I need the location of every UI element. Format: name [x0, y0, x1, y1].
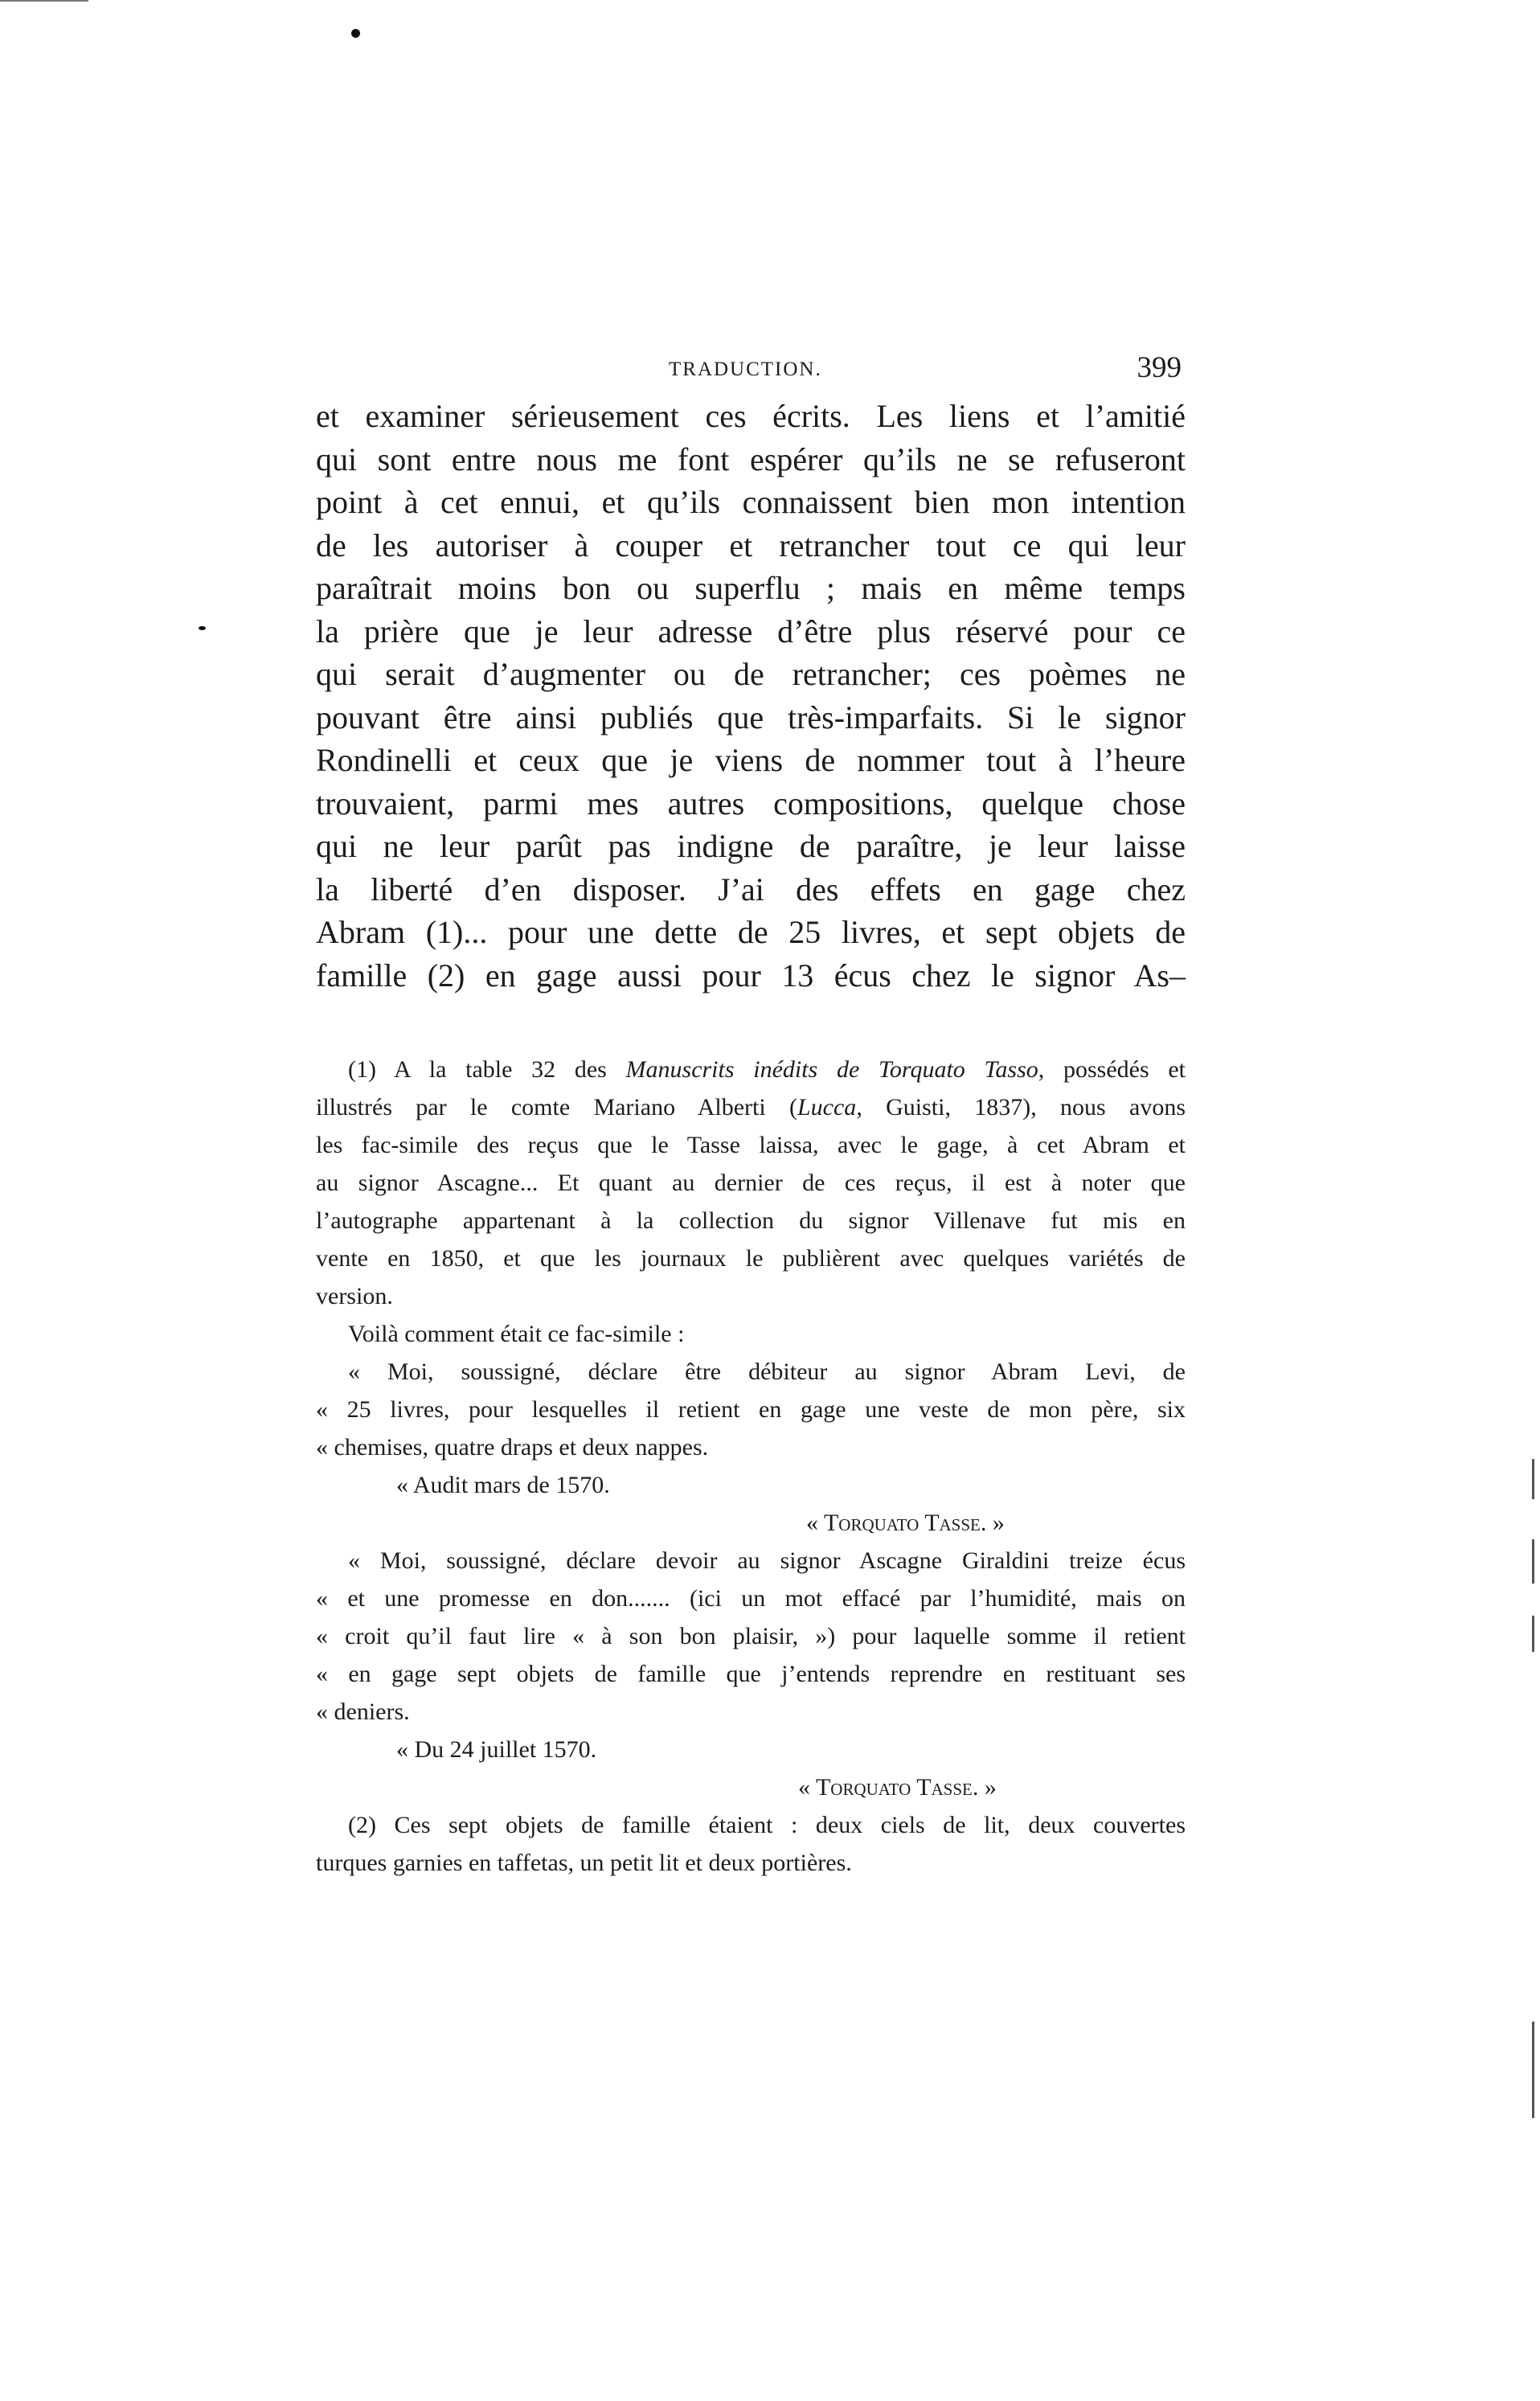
text-line: qui ne leur parût pas indigne de paraître, je leur laisse	[316, 828, 1186, 864]
scan-edge-mark	[1532, 1459, 1534, 1499]
receipt-2-line: « deniers.	[316, 1698, 410, 1725]
text-line: Abram (1)... pour une dette de 25 livres, et sept objets de	[316, 914, 1186, 950]
receipt-2-line: « croit qu’il faut lire « à son bon plaisir, ») pour laquelle somme il retient	[316, 1623, 1186, 1649]
scan-edge-mark	[1532, 2022, 1534, 2118]
text-line: et examiner sérieusement ces écrits. Les liens et l’amitié	[316, 398, 1186, 434]
footnote-1-line: au signor Ascagne... Et quant au dernier de ces reçus, il est à noter que	[316, 1170, 1186, 1196]
footnote-1-line: (1) A la table 32 des Manuscrits inédits de Torquato Tasso, possédés et	[348, 1056, 1186, 1083]
footnote-1-line: les fac-simile des reçus que le Tasse laissa, avec le gage, à cet Abram et	[316, 1132, 1186, 1158]
text-line: Rondinelli et ceux que je viens de nommer tout à l’heure	[316, 742, 1186, 778]
page-header	[313, 350, 1182, 399]
receipt-1-signature: « Torquato Tasse. »	[806, 1510, 1005, 1536]
text-line: famille (2) en gage aussi pour 13 écus chez le signor As–	[316, 957, 1186, 994]
receipt-2-date: « Du 24 juillet 1570.	[396, 1736, 597, 1763]
footnote-2-line: (2) Ces sept objets de famille étaient : deux ciels de lit, deux couvertes	[348, 1812, 1186, 1838]
receipt-2-line: « Moi, soussigné, déclare devoir au signor Ascagne Giraldini treize écus	[348, 1547, 1186, 1574]
receipt-1-date: « Audit mars de 1570.	[396, 1472, 610, 1498]
scan-edge-mark	[1532, 1616, 1534, 1652]
footnote-2-line: turques garnies en taffetas, un petit lit et deux portières.	[316, 1850, 852, 1876]
text-line: pouvant être ainsi publiés que très-imparfaits. Si le signor	[316, 699, 1186, 735]
ink-speck	[199, 626, 206, 630]
text-line: de les autoriser à couper et retrancher tout ce qui leur	[316, 526, 1186, 563]
footnote-1-line: version.	[316, 1283, 393, 1309]
ink-speck	[351, 29, 360, 38]
scan-corner-line	[0, 0, 88, 2]
page-number: 399	[1137, 351, 1182, 384]
footnote-1-line: illustrés par le comte Mariano Alberti (Lucca, Guisti, 1837), nous avons	[316, 1094, 1186, 1121]
receipt-2-line: « et une promesse en don....... (ici un mot effacé par l’humidité, mais on	[316, 1585, 1186, 1612]
receipt-2-signature: « Torquato Tasse. »	[798, 1774, 997, 1801]
receipt-2-line: « en gage sept objets de famille que j’entends reprendre en restituant ses	[316, 1661, 1186, 1687]
running-title: TRADUCTION.	[669, 359, 822, 380]
scan-edge-mark	[1532, 1539, 1534, 1584]
text-line: qui sont entre nous me font espérer qu’ils ne se refuseront	[316, 440, 1186, 477]
facsimile-intro: Voilà comment était ce fac-simile :	[348, 1321, 685, 1347]
text-line: la prière que je leur adresse d’être plus réservé pour ce	[316, 613, 1186, 649]
footnote-1-line: l’autographe appartenant à la collection du signor Villenave fut mis en	[316, 1207, 1186, 1234]
text-line: paraîtrait moins bon ou superflu ; mais en même temps	[316, 570, 1186, 606]
footnotes	[316, 1051, 1186, 1882]
text-line: la liberté d’en disposer. J’ai des effets en gage chez	[316, 871, 1186, 908]
receipt-1-line: « Moi, soussigné, déclare être débiteur au signor Abram Levi, de	[348, 1358, 1186, 1385]
text-line: point à cet ennui, et qu’ils connaissent bien mon intention	[316, 484, 1186, 520]
text-line: qui serait d’augmenter ou de retrancher; ces poèmes ne	[316, 656, 1186, 692]
receipt-1-line: « chemises, quatre draps et deux nappes.	[316, 1434, 709, 1461]
footnote-1-line: vente en 1850, et que les journaux le publièrent avec quelques variétés de	[316, 1245, 1186, 1272]
main-text	[316, 395, 1186, 997]
receipt-1-line: « 25 livres, pour lesquelles il retient en gage une veste de mon père, six	[316, 1396, 1186, 1423]
text-line: trouvaient, parmi mes autres compositions, quelque chose	[316, 785, 1186, 822]
